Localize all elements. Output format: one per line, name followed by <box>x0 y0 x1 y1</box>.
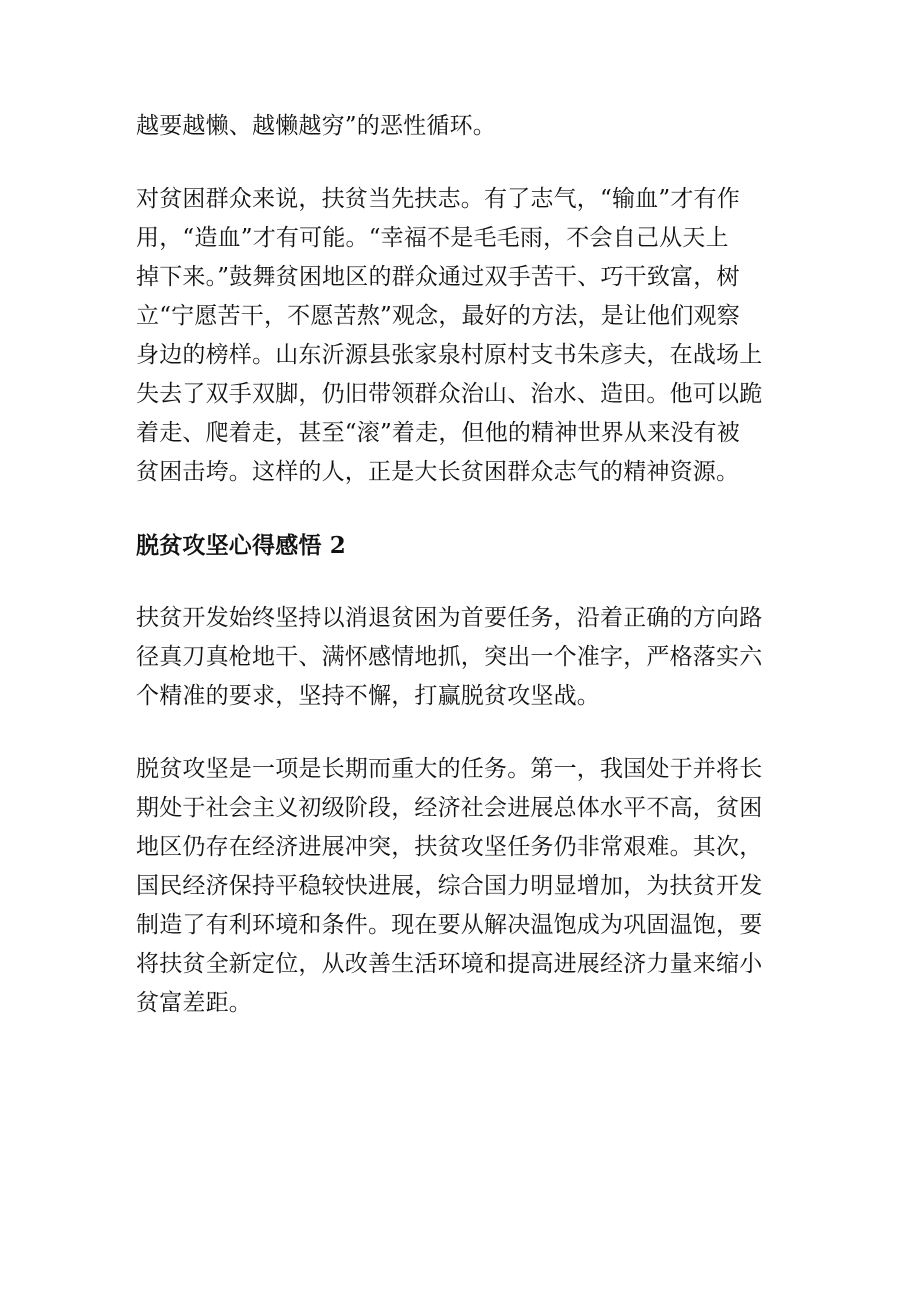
heading-line: 脱贫攻坚心得感悟 2 <box>136 532 347 559</box>
paragraph-2 <box>136 180 786 492</box>
paragraph-line: 制造了有利环境和条件。现在要从解决温饱成为巩固温饱，要 <box>136 912 763 938</box>
section-heading <box>136 526 786 565</box>
paragraph-4 <box>136 750 786 1023</box>
paragraph-line: 期处于社会主义初级阶段，经济社会进展总体水平不高，贫困 <box>136 795 763 821</box>
paragraph-line: 将扶贫全新定位，从改善生活环境和提高进展经济力量来缩小 <box>136 951 763 977</box>
paragraph-3 <box>136 599 786 716</box>
document-body <box>136 107 786 1057</box>
paragraph-line: 扶贫开发始终坚持以消退贫困为首要任务，沿着正确的方向路 <box>136 605 763 631</box>
paragraph-line: 对贫困群众来说，扶贫当先扶志。有了志气，“输血”才有作 <box>136 186 740 212</box>
paragraph-line: 越要越懒、越懒越穷”的恶性循环。 <box>136 113 496 139</box>
paragraph-line: 身边的榜样。山东沂源县张家泉村原村支书朱彦夫，在战场上 <box>136 342 763 368</box>
paragraph-line: 用，“造血”才有可能。“幸福不是毛毛雨，不会自己从天上 <box>136 225 729 251</box>
paragraph-line: 径真刀真枪地干、满怀感情地抓，突出一个准字，严格落实六 <box>136 644 763 670</box>
paragraph-line: 失去了双手双脚，仍旧带领群众治山、治水、造田。他可以跪 <box>136 381 763 407</box>
paragraph-line: 贫富差距。 <box>136 990 252 1016</box>
paragraph-line: 地区仍存在经济进展冲突，扶贫攻坚任务仍非常艰难。其次， <box>136 834 763 860</box>
paragraph-line: 贫困击垮。这样的人，正是大长贫困群众志气的精神资源。 <box>136 459 740 485</box>
paragraph-1 <box>136 107 786 146</box>
paragraph-line: 脱贫攻坚是一项是长期而重大的任务。第一，我国处于并将长 <box>136 756 763 782</box>
paragraph-line: 国民经济保持平稳较快进展，综合国力明显增加，为扶贫开发 <box>136 873 763 899</box>
paragraph-line: 立“宁愿苦干，不愿苦熬”观念，最好的方法，是让他们观察 <box>136 303 740 329</box>
paragraph-line: 掉下来。”鼓舞贫困地区的群众通过双手苦干、巧干致富，树 <box>136 264 740 290</box>
paragraph-line: 个精准的要求，坚持不懈，打赢脱贫攻坚战。 <box>136 683 600 709</box>
paragraph-line: 着走、爬着走，甚至“滚”着走，但他的精神世界从来没有被 <box>136 420 740 446</box>
